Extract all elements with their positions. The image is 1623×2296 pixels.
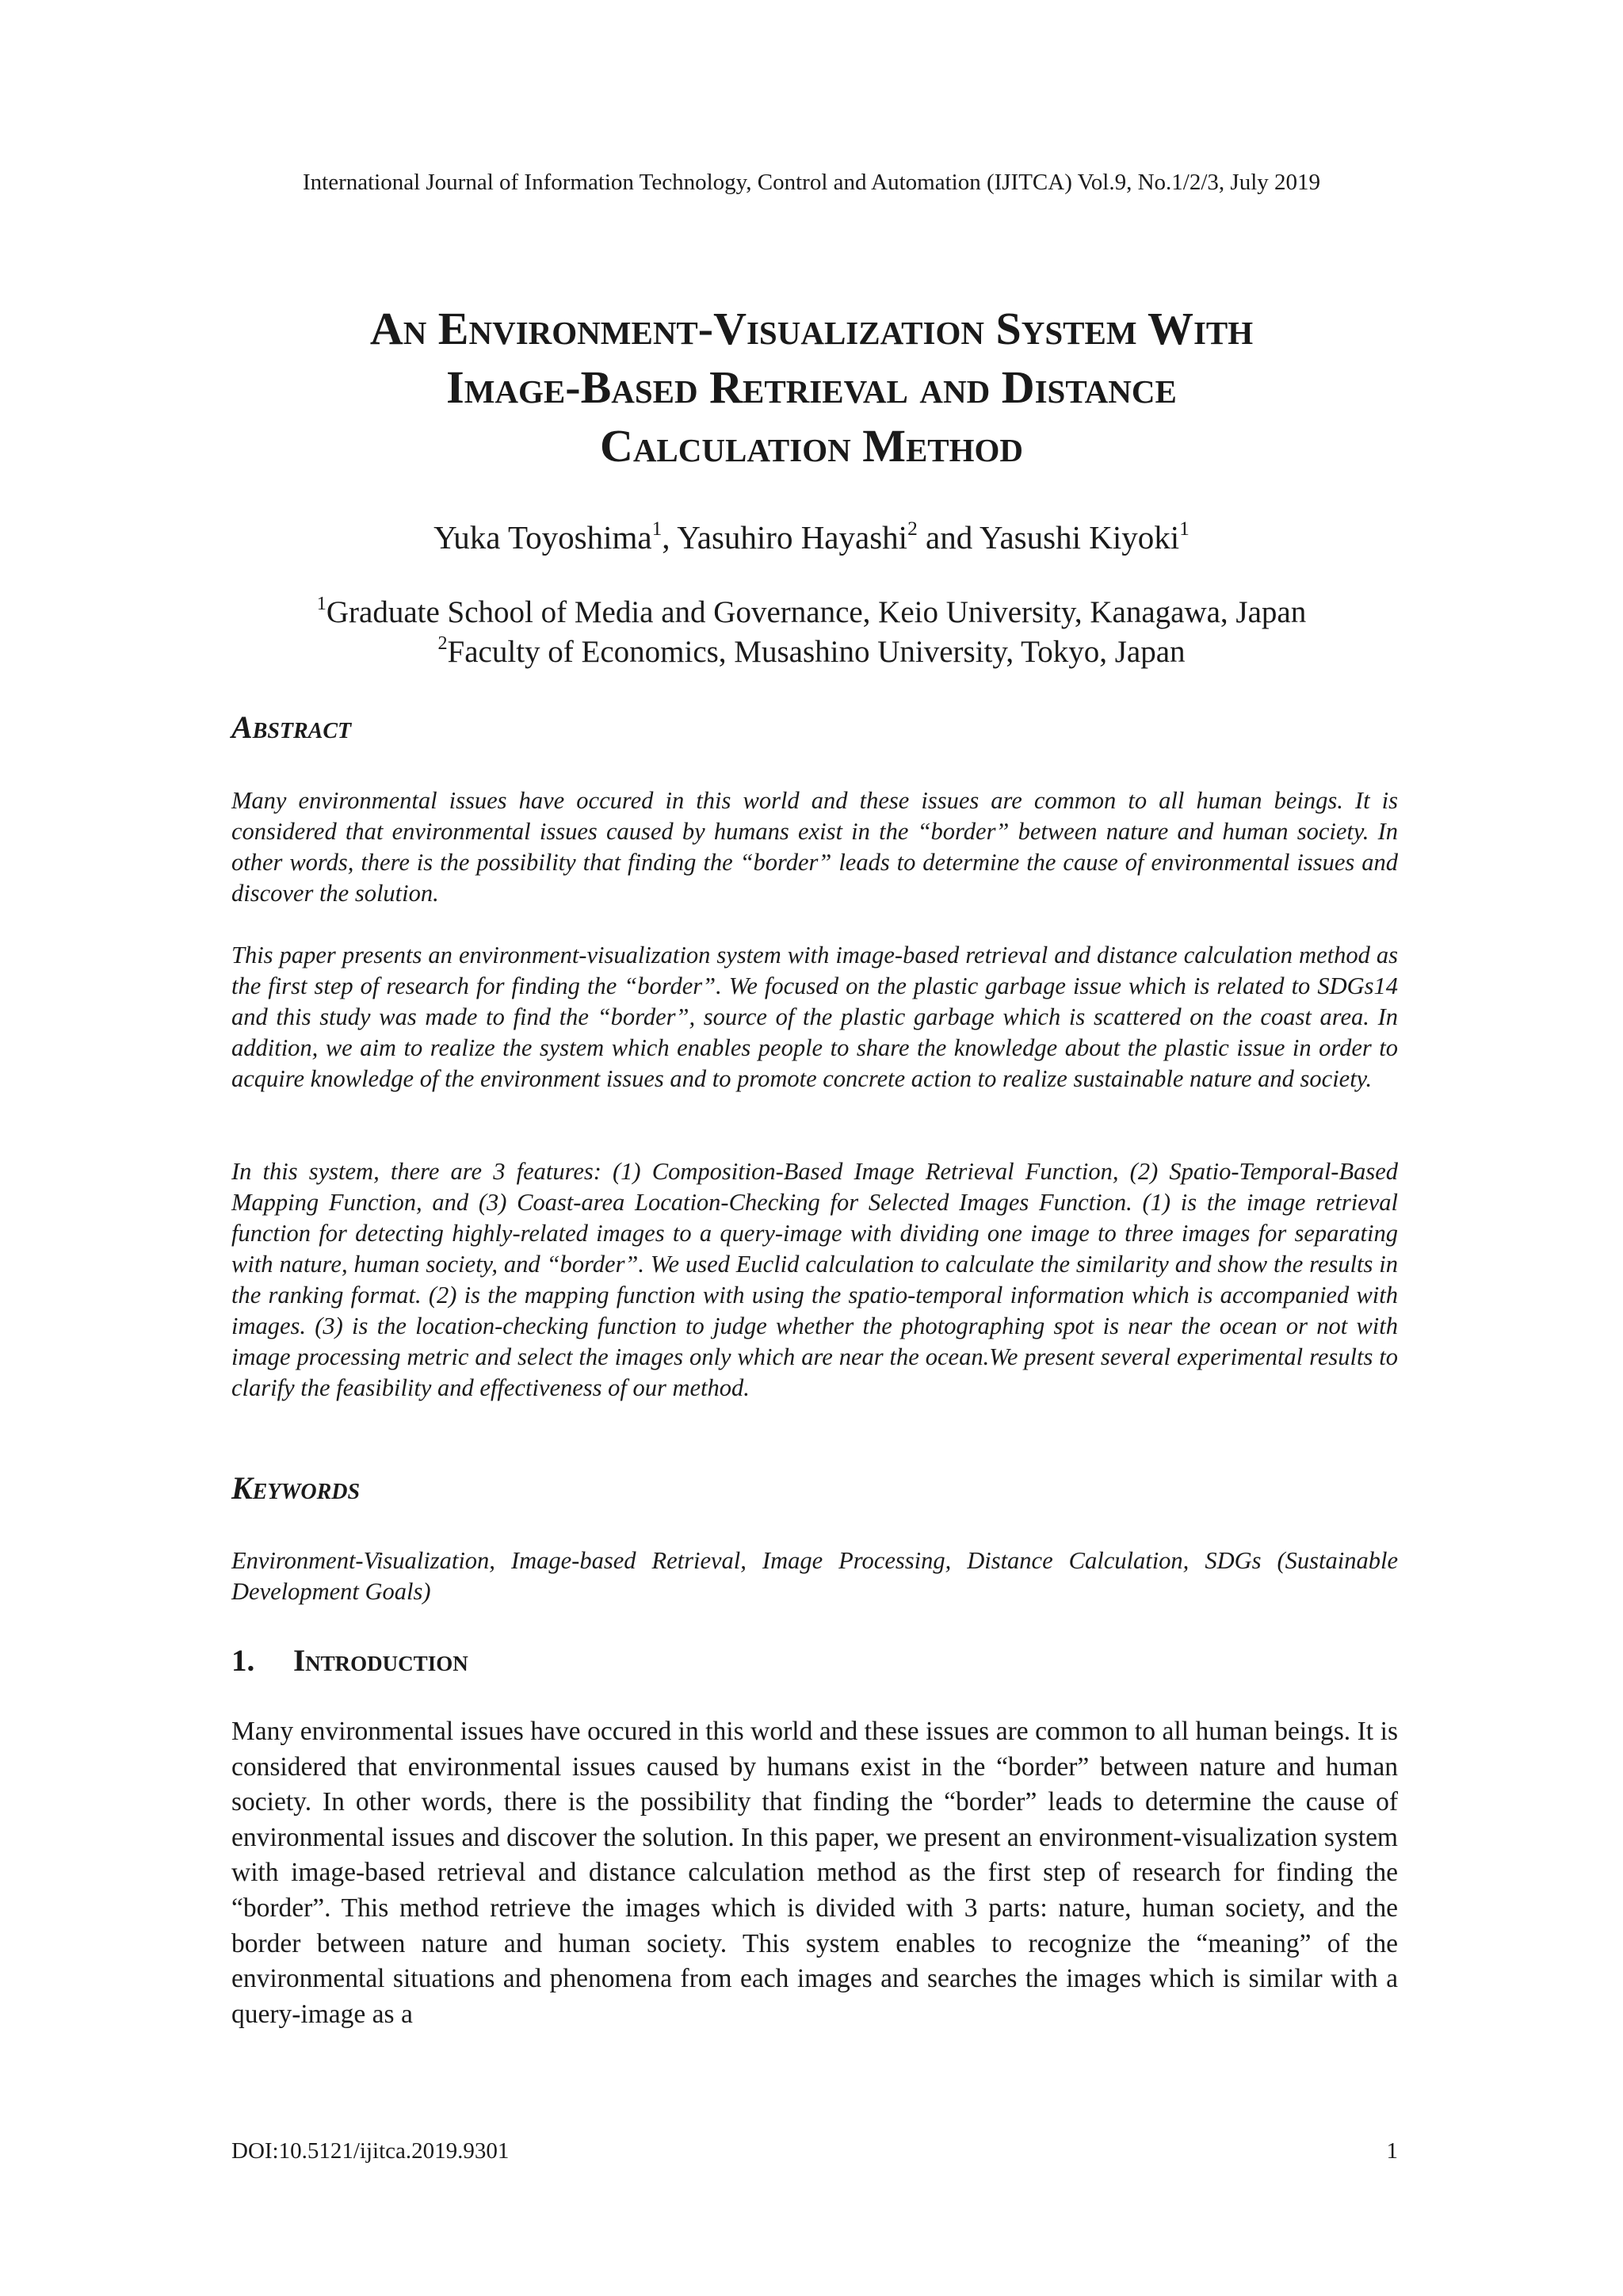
introduction-heading — [231, 1644, 468, 1679]
affiliation — [0, 632, 1623, 672]
affiliation-mark: 1 — [316, 592, 327, 614]
title-line: Image-Based Retrieval and Distance — [446, 361, 1177, 413]
abstract-heading: Abstract — [231, 709, 352, 745]
abstract-paragraph: This paper presents an environment-visualization system with image-based retrieval and distance calculation method as the first step of research for finding the “border”. We focused on the plastic garbage issue which is related to SDGs14 and this study was made to find the “border”, source of the plastic garbage which is scattered on the coast area. In addition, we aim to realize the system which enables people to share the knowledge about the plastic issue in order to acquire knowledge of the environment issues and to promote concrete action to realize sustainable nature and society. — [231, 942, 1398, 1092]
author-separator: , — [662, 519, 678, 556]
author-affil-mark: 1 — [651, 517, 663, 540]
author-name: Yasuhiro Hayashi — [677, 519, 908, 556]
author-affil-mark: 1 — [1179, 517, 1190, 540]
abstract-paragraph: Many environmental issues have occured in this world and these issues are common to all human beings. It is considered that environmental issues caused by humans exist in the “border” between nature and human society. In other words, there is the possibility that finding the “border” leads to determine the cause of environmental issues and discover the solution. — [231, 787, 1398, 907]
title-line: An Environment-Visualization System With — [369, 303, 1254, 354]
affiliation-mark: 2 — [437, 632, 448, 654]
author-name: Yasushi Kiyoki — [979, 519, 1180, 556]
abstract-paragraph: In this system, there are 3 features: (1) Composition-Based Image Retrieval Function, (2) Spatio-Temporal-Based Mapping Function, and (3) Coast-area Location-Checking for Selected Images Function. (1) is the image retrieval function for detecting highly-related images to a query-image with dividing one image to three images for separating with nature, human society, and “border”. We used Euclid calculation to calculate the similarity and show the results in the ranking format. (2) is the mapping function with using the spatio-temporal information which is accompanied with images. (3) is the location-checking function to judge whether the photographing spot is near the ocean or not with image processing metric and select the images only which are near the ocean.We present several experimental results to clarify the feasibility and effectiveness of our method. — [231, 1158, 1398, 1401]
keywords-text: Environment-Visualization, Image-based Retrieval, Image Processing, Distance Calculation, SDGs (Sustainable Development Goals) — [231, 1547, 1398, 1605]
running-header: International Journal of Information Technology, Control and Automation (IJITCA) Vol.9, No.1/2/3, July 2019 — [302, 170, 1320, 195]
author-affil-mark: 2 — [907, 517, 918, 540]
introduction-paragraph: Many environmental issues have occured in this world and these issues are common to all human beings. It is considered that environmental issues caused by humans exist in the “border” between nature and human society. In other words, there is the possibility that finding the “border” leads to determine the cause of environmental issues and discover the solution. In this paper, we present an environment-visualization system with image-based retrieval and distance calculation method as the first step of research for finding the “border”. This method retrieve the images which is divided with 3 parts: nature, human society, and the border between nature and human society. This system enables to recognize the “meaning” of the environmental situations and phenomena from each images and searches the images which is similar with a query-image as a — [231, 1717, 1398, 2029]
affiliation — [0, 593, 1623, 632]
author-name: Yuka Toyoshima — [433, 519, 652, 556]
affiliation-list — [0, 593, 1623, 672]
keywords-heading: Keywords — [231, 1470, 361, 1506]
affiliation-text: Faculty of Economics, Musashino University, Tokyo, Japan — [447, 635, 1186, 669]
title-line: Calculation Method — [599, 420, 1024, 472]
affiliation-text: Graduate School of Media and Governance, Keio University, Kanagawa, Japan — [326, 595, 1307, 629]
footer-doi: DOI:10.5121/ijitca.2019.9301 — [231, 2138, 510, 2164]
section-title: Introduction — [293, 1644, 468, 1678]
author-separator: and — [917, 519, 980, 556]
author-list — [0, 517, 1623, 558]
page-number: 1 — [1386, 2138, 1398, 2164]
paper-title — [158, 300, 1465, 476]
section-number: 1. — [231, 1644, 255, 1678]
